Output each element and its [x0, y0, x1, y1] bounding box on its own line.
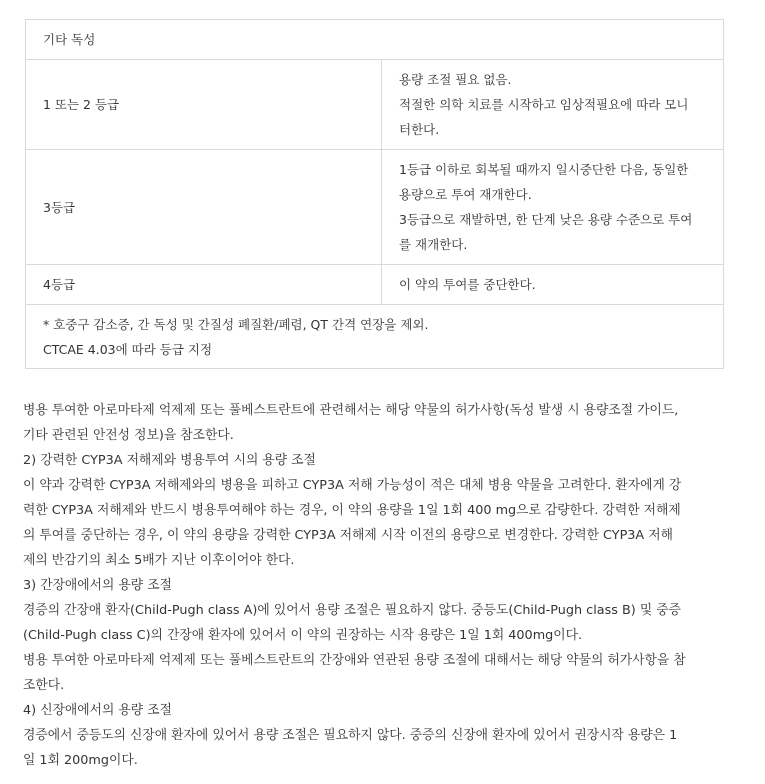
- grade-cell: 3등급: [26, 150, 382, 265]
- action-line: 1등급 이하로 회복될 때까지 일시중단한 다음, 동일한: [399, 162, 689, 177]
- body-line: 제의 반감기의 최소 5배가 지난 이후이어야 한다.: [23, 553, 295, 568]
- dose-adjustment-table: [25, 19, 724, 369]
- body-line: (Child-Pugh class C)의 간장애 환자에 있어서 이 약의 권장하는 시작 용량은 1일 1회 400mg이다.: [23, 628, 583, 643]
- footnote-cell: [26, 305, 724, 369]
- body-line: 력한 CYP3A 저해제와 반드시 병용투여해야 하는 경우, 이 약의 용량을 1일 1회 400 mg으로 감량한다. 강력한 저해제: [23, 503, 681, 518]
- table-row: [26, 265, 724, 305]
- body-line: 조한다.: [23, 678, 65, 693]
- body-line: 병용 투여한 아로마타제 억제제 또는 풀베스트란트에 관련해서는 해당 약물의 허가사항(독성 발생 시 용량조절 가이드,: [23, 403, 679, 418]
- action-cell: [382, 60, 724, 150]
- table-header-row: [26, 20, 724, 60]
- section-heading-hepatic: 3) 간장애에서의 용량 조절: [23, 578, 172, 593]
- action-line: 용량으로 투여 재개한다.: [399, 187, 532, 202]
- grade-cell: 4등급: [26, 265, 382, 305]
- footnote-line: * 호중구 감소증, 간 독성 및 간질성 폐질환/폐렴, QT 간격 연장을 제외.: [43, 316, 429, 332]
- action-line: 3등급으로 재발하면, 한 단계 낮은 용량 수준으로 투여: [399, 212, 693, 227]
- body-text: [23, 398, 723, 773]
- section-heading-cyp3a: 2) 강력한 CYP3A 저해제와 병용투여 시의 용량 조절: [23, 453, 316, 468]
- body-line: 경증에서 중등도의 신장애 환자에 있어서 용량 조절은 필요하지 않다. 중증의 신장애 환자에 있어서 권장시작 용량은 1: [23, 728, 678, 743]
- action-line: 용량 조절 필요 없음.: [399, 72, 512, 87]
- action-line: 터한다.: [399, 122, 440, 137]
- section-heading-renal: 4) 신장애에서의 용량 조절: [23, 703, 172, 718]
- action-cell: [382, 265, 724, 305]
- body-line: 이 약과 강력한 CYP3A 저해제와의 병용을 피하고 CYP3A 저해 가능성이 적은 대체 병용 약물을 고려한다. 환자에게 강: [23, 478, 682, 493]
- body-line: 의 투여를 중단하는 경우, 이 약의 용량을 강력한 CYP3A 저해제 시작 이전의 용량으로 변경한다. 강력한 CYP3A 저해: [23, 528, 673, 543]
- body-line: 기타 관련된 안전성 정보)을 참조한다.: [23, 428, 234, 443]
- table-row: [26, 150, 724, 265]
- body-line: 병용 투여한 아로마타제 억제제 또는 풀베스트란트의 간장애와 연관된 용량 조절에 대해서는 해당 약물의 허가사항을 참: [23, 653, 686, 668]
- grade-cell: 1 또는 2 등급: [26, 60, 382, 150]
- body-line: 일 1회 200mg이다.: [23, 753, 138, 768]
- action-cell: [382, 150, 724, 265]
- table-footnote-row: [26, 305, 724, 369]
- action-line: 를 재개한다.: [399, 237, 468, 252]
- table-row: [26, 60, 724, 150]
- table-header-cell: 기타 독성: [26, 20, 724, 60]
- footnote-line: CTCAE 4.03에 따라 등급 지정: [43, 341, 213, 357]
- action-line: 이 약의 투여를 중단한다.: [399, 277, 536, 292]
- body-line: 경증의 간장애 환자(Child-Pugh class A)에 있어서 용량 조절은 필요하지 않다. 중등도(Child-Pugh class B) 및 중증: [23, 603, 682, 618]
- action-line: 적절한 의학 치료를 시작하고 임상적필요에 따라 모니: [399, 97, 689, 112]
